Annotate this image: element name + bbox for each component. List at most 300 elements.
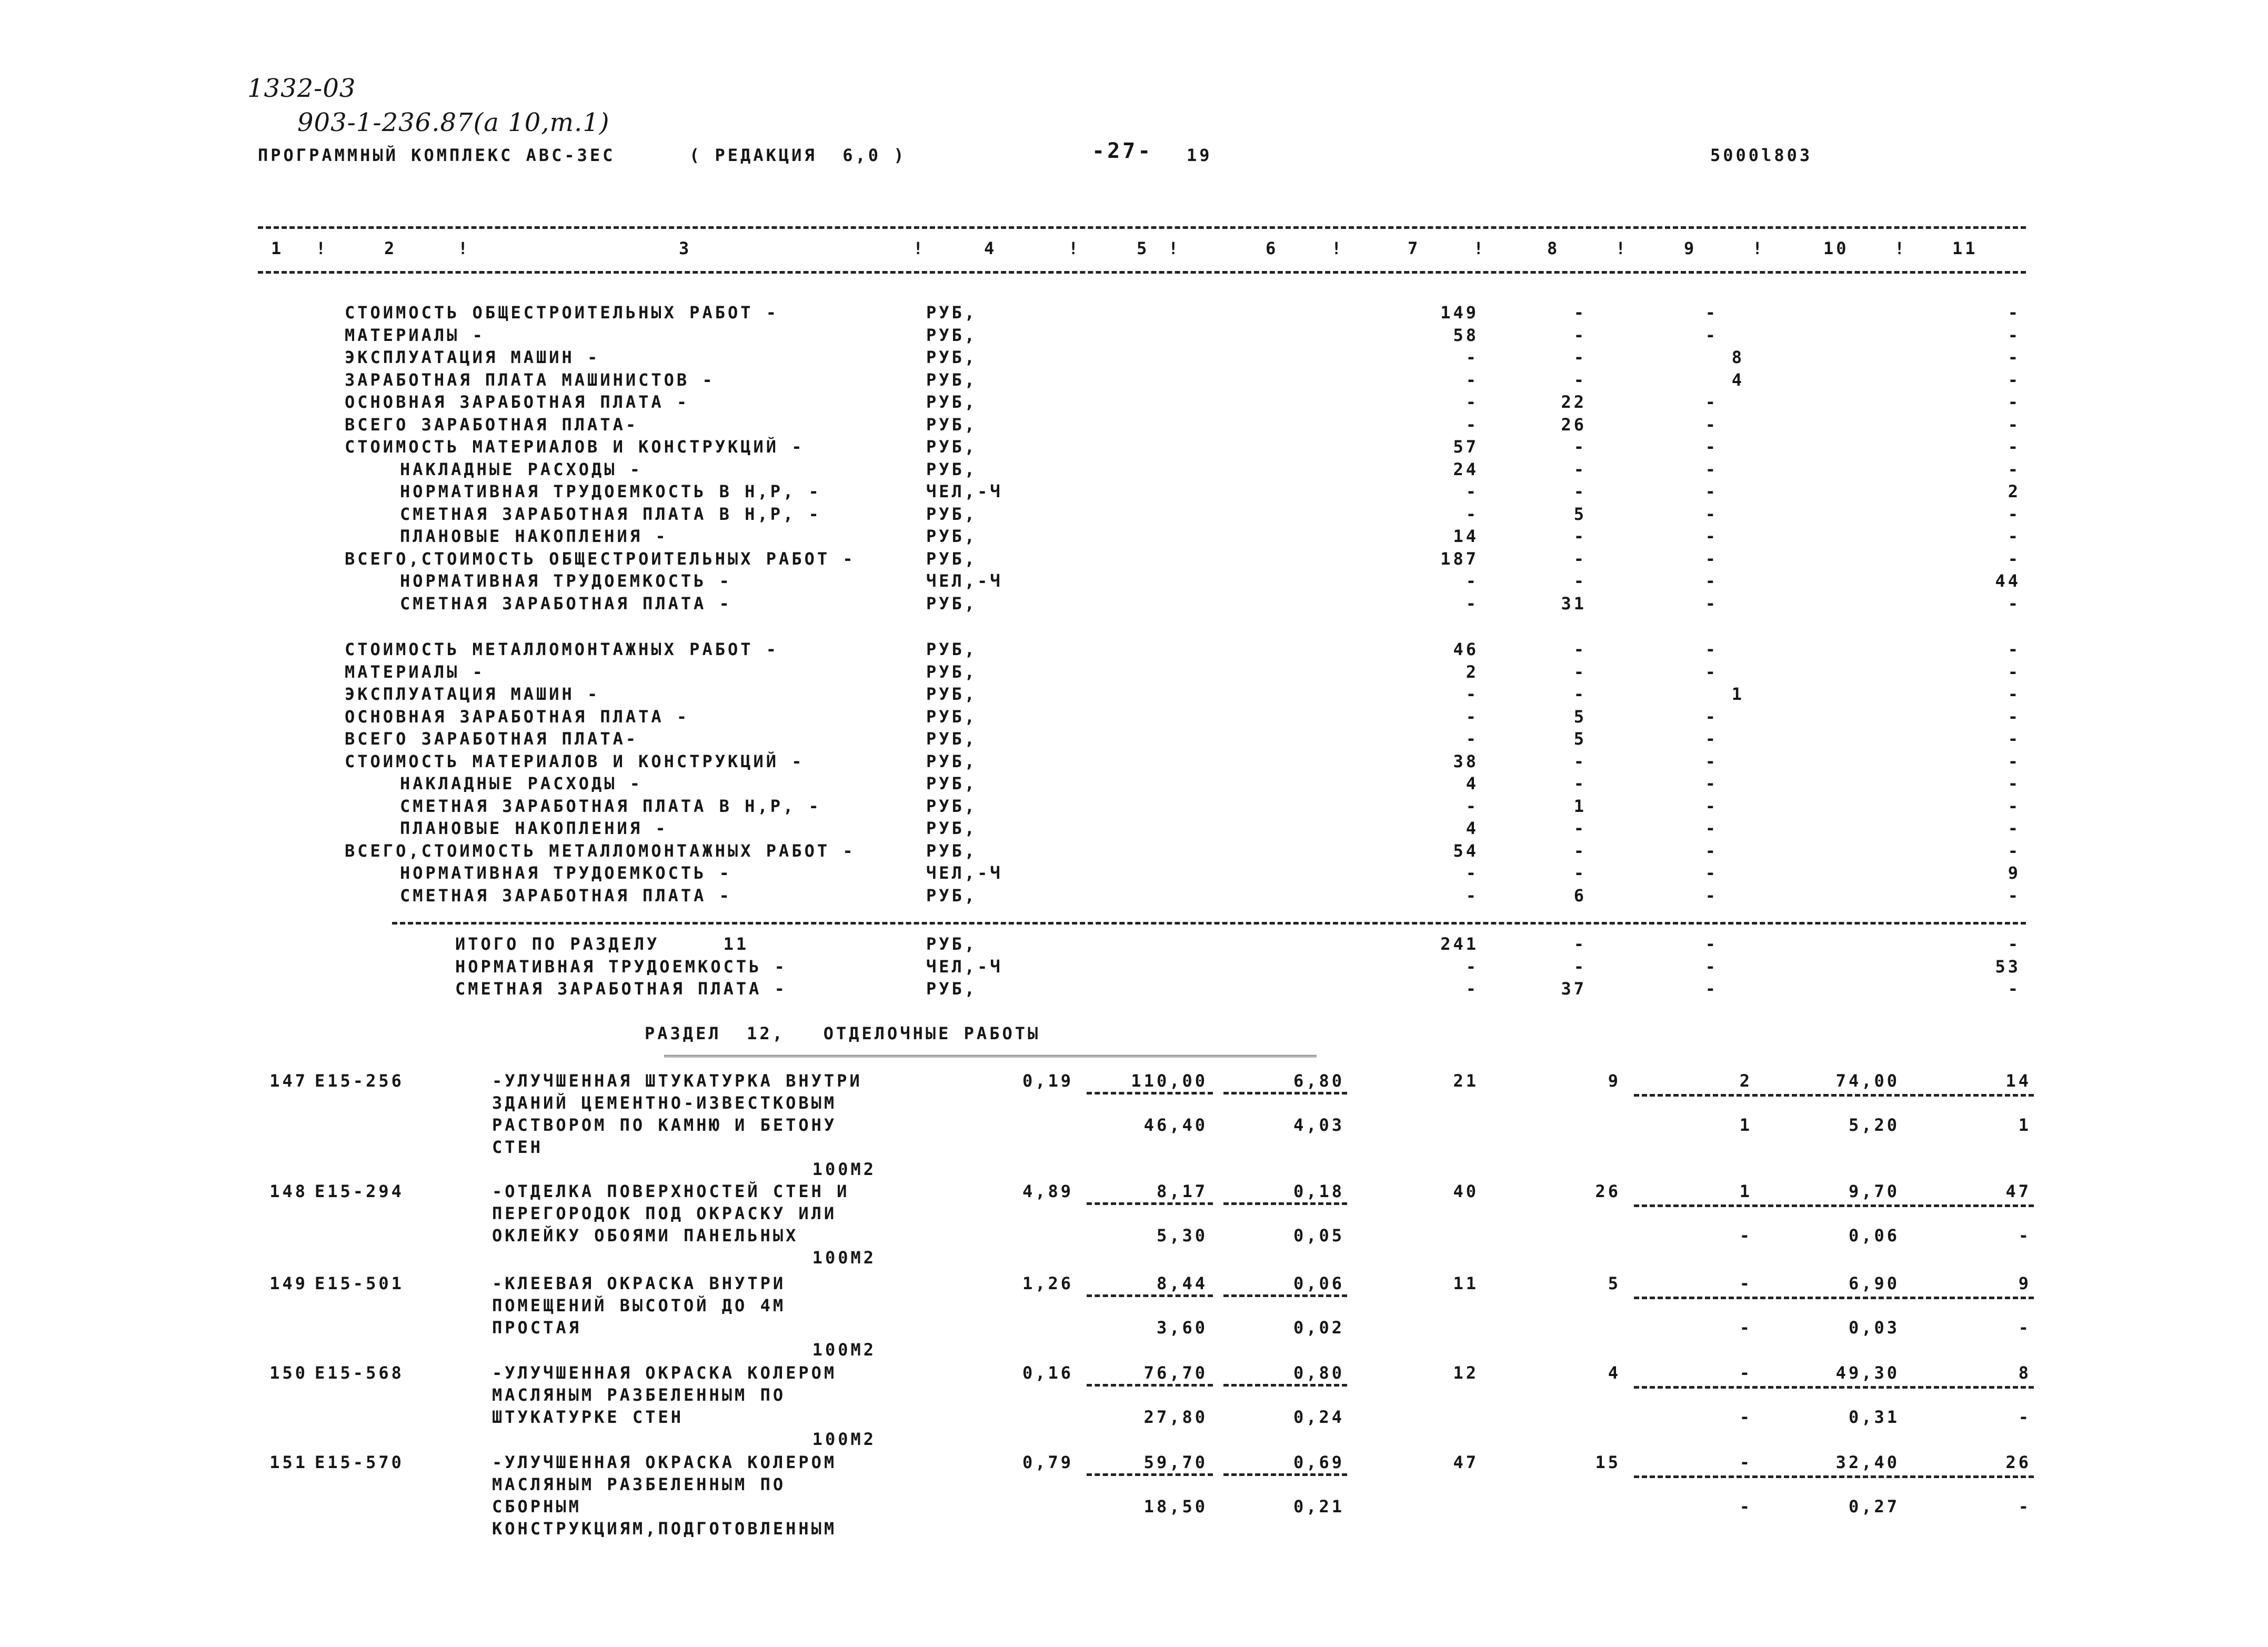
cell-col7: 38 bbox=[1453, 751, 1479, 771]
cell-col10-sub: 0,03 bbox=[1848, 1318, 1900, 1338]
edition-label: ( РЕДАКЦИЯ 6,0 ) bbox=[689, 145, 907, 165]
cell-col8: - bbox=[1573, 548, 1587, 569]
cell-col7: - bbox=[1466, 885, 1479, 906]
row-label: ОСНОВНАЯ ЗАРАБОТНАЯ ПЛАТА - bbox=[345, 392, 690, 412]
cell-col9: - bbox=[1705, 571, 1718, 591]
item-price: 59,70 bbox=[1143, 1452, 1208, 1472]
cell-col7: - bbox=[1466, 571, 1479, 591]
cell-col9: - bbox=[1705, 840, 1718, 861]
cell-col7: 241 bbox=[1440, 934, 1479, 954]
page-number: -27- bbox=[1092, 139, 1153, 163]
cell-col8: - bbox=[1573, 751, 1587, 771]
column-separator: ! bbox=[1615, 238, 1629, 258]
cell-col8: 5 bbox=[1573, 729, 1587, 749]
cell-col9: - bbox=[1705, 863, 1718, 883]
cell-col8: - bbox=[1573, 325, 1587, 345]
cell-col9-sub: - bbox=[1739, 1318, 1752, 1338]
item-description: ПЕРЕГОРОДОК ПОД ОКРАСКУ ИЛИ bbox=[492, 1203, 837, 1223]
item-number: 148 bbox=[269, 1181, 308, 1201]
column-separator: ! bbox=[1168, 238, 1181, 258]
row-unit: РУБ, bbox=[926, 325, 978, 345]
item-wage-col6: 0,24 bbox=[1293, 1407, 1344, 1427]
row-label: ЭКСПЛУАТАЦИЯ МАШИН - bbox=[345, 347, 600, 367]
cell-col9: - bbox=[1705, 459, 1718, 479]
item-unit: 100М2 bbox=[812, 1340, 876, 1360]
item-right-rule bbox=[1634, 1386, 2034, 1389]
cell-col10: 6,90 bbox=[1848, 1273, 1900, 1293]
item-code: Е15-256 bbox=[315, 1071, 404, 1091]
row-unit: РУБ, bbox=[926, 840, 978, 861]
item-description: -ОТДЕЛКА ПОВЕРХНОСТЕЙ СТЕН И bbox=[492, 1181, 850, 1201]
cell-col11: - bbox=[2008, 303, 2021, 323]
row-unit: РУБ, bbox=[926, 526, 978, 546]
column-separator: ! bbox=[316, 238, 329, 258]
column-number: 8 bbox=[1547, 238, 1560, 258]
item-description: ЗДАНИЙ ЦЕМЕНТНО-ИЗВЕСТКОВЫМ bbox=[492, 1093, 837, 1113]
cell-col11: - bbox=[2008, 661, 2021, 682]
row-label: НОРМАТИВНАЯ ТРУДОЕМКОСТЬ - bbox=[400, 863, 732, 883]
cell-col8: 6 bbox=[1573, 885, 1587, 906]
row-label: ВСЕГО ЗАРАБОТНАЯ ПЛАТА- bbox=[345, 414, 639, 435]
row-label: СМЕТНАЯ ЗАРАБОТНАЯ ПЛАТА - bbox=[455, 979, 787, 999]
item-unit: 100М2 bbox=[812, 1248, 876, 1268]
item-subtotal-rule bbox=[1087, 1202, 1213, 1205]
cell-col10-sub: 0,31 bbox=[1848, 1407, 1900, 1427]
cell-col8: - bbox=[1573, 774, 1587, 794]
item-wage-col6: 4,03 bbox=[1293, 1115, 1344, 1135]
cell-col9: - bbox=[1705, 706, 1718, 727]
row-unit: РУБ, bbox=[926, 347, 978, 367]
handwritten-sheet-number: 1332-03 bbox=[247, 74, 356, 103]
row-unit: РУБ, bbox=[926, 414, 978, 435]
row-unit: РУБ, bbox=[926, 979, 978, 999]
row-unit: РУБ, bbox=[926, 639, 978, 659]
cell-col8: 5 bbox=[1573, 504, 1587, 524]
cell-col11: - bbox=[2008, 684, 2021, 704]
cell-col7: 24 bbox=[1453, 459, 1479, 479]
cell-col9: - bbox=[1705, 481, 1718, 501]
row-unit: РУБ, bbox=[926, 369, 978, 390]
cell-col8: 4 bbox=[1608, 1363, 1621, 1383]
row-label: ВСЕГО,СТОИМОСТЬ МЕТАЛЛОМОНТАЖНЫХ РАБОТ - bbox=[345, 840, 856, 861]
cell-col8: - bbox=[1573, 369, 1587, 390]
column-number: 6 bbox=[1266, 238, 1279, 258]
cell-col8: 37 bbox=[1561, 979, 1587, 999]
item-price: 8,17 bbox=[1156, 1181, 1208, 1201]
column-number: 7 bbox=[1408, 238, 1421, 258]
cell-col11: - bbox=[2008, 548, 2021, 569]
cell-col7: 149 bbox=[1440, 303, 1479, 323]
cell-col7: - bbox=[1466, 796, 1479, 816]
cell-col7: - bbox=[1466, 347, 1479, 367]
cell-col7: - bbox=[1466, 369, 1479, 390]
row-label: ИТОГО ПО РАЗДЕЛУ 11 bbox=[455, 934, 749, 954]
column-separator: ! bbox=[913, 238, 926, 258]
cell-col10: 9,70 bbox=[1848, 1181, 1900, 1201]
item-number: 149 bbox=[269, 1273, 308, 1293]
section-title: РАЗДЕЛ 12, ОТДЕЛОЧНЫЕ РАБОТЫ bbox=[645, 1023, 1041, 1043]
cell-col11: - bbox=[2008, 459, 2021, 479]
document-code: 5000l803 bbox=[1710, 145, 1813, 165]
item-description: МАСЛЯНЫМ РАЗБЕЛЕННЫМ ПО bbox=[492, 1474, 786, 1494]
cell-col8: - bbox=[1573, 639, 1587, 659]
item-price-col6: 0,06 bbox=[1293, 1273, 1344, 1293]
cell-col7: - bbox=[1466, 729, 1479, 749]
item-subtotal-rule bbox=[1223, 1294, 1347, 1297]
cell-col9: - bbox=[1705, 593, 1718, 614]
cell-col9: - bbox=[1705, 639, 1718, 659]
cell-col9-sub: - bbox=[1739, 1407, 1752, 1427]
cell-col11: - bbox=[2008, 526, 2021, 546]
item-number: 151 bbox=[269, 1452, 308, 1472]
cell-col9: - bbox=[1705, 548, 1718, 569]
item-number: 147 bbox=[269, 1071, 308, 1091]
row-label: ВСЕГО,СТОИМОСТЬ ОБЩЕСТРОИТЕЛЬНЫХ РАБОТ - bbox=[345, 548, 856, 569]
cell-col8: - bbox=[1573, 481, 1587, 501]
cell-col9-sub: 1 bbox=[1739, 1115, 1752, 1135]
cell-col11: - bbox=[2008, 840, 2021, 861]
column-number: 5 bbox=[1137, 238, 1150, 258]
column-separator: ! bbox=[1752, 238, 1765, 258]
item-quantity: 0,16 bbox=[1022, 1363, 1073, 1383]
handwritten-project-reference: 903-1-236.87(а 10,т.1) bbox=[297, 108, 610, 137]
column-number: 10 bbox=[1823, 238, 1849, 258]
cell-col8: - bbox=[1573, 437, 1587, 457]
item-price: 76,70 bbox=[1143, 1363, 1208, 1383]
cell-col7: - bbox=[1466, 863, 1479, 883]
cell-col9-sub: - bbox=[1739, 1226, 1752, 1246]
row-unit: РУБ, bbox=[926, 774, 978, 794]
cell-col8: 26 bbox=[1595, 1181, 1621, 1201]
column-number: 9 bbox=[1684, 238, 1697, 258]
row-label: ОСНОВНАЯ ЗАРАБОТНАЯ ПЛАТА - bbox=[345, 706, 690, 727]
row-unit: РУБ, bbox=[926, 303, 978, 323]
row-label: СТОИМОСТЬ ОБЩЕСТРОИТЕЛЬНЫХ РАБОТ - bbox=[345, 303, 779, 323]
cell-col9: - bbox=[1705, 979, 1718, 999]
cell-col8: 31 bbox=[1561, 593, 1587, 614]
cell-col7: 54 bbox=[1453, 840, 1479, 861]
column-number: 3 bbox=[679, 238, 692, 258]
cell-col11: - bbox=[2008, 414, 2021, 435]
cell-col7: - bbox=[1466, 684, 1479, 704]
item-quantity: 0,19 bbox=[1022, 1071, 1073, 1091]
cell-col11: 2 bbox=[2008, 481, 2021, 501]
cell-col11: - bbox=[2008, 934, 2021, 954]
cell-col7: 4 bbox=[1466, 818, 1479, 838]
row-label: СМЕТНАЯ ЗАРАБОТНАЯ ПЛАТА - bbox=[400, 885, 732, 906]
item-wage-price: 3,60 bbox=[1156, 1318, 1208, 1338]
cell-col11: 8 bbox=[2018, 1363, 2031, 1383]
cell-col7: 14 bbox=[1453, 526, 1479, 546]
cell-col11: - bbox=[2008, 818, 2021, 838]
cell-col10-sub: 5,20 bbox=[1848, 1115, 1900, 1135]
item-description: ОКЛЕЙКУ ОБОЯМИ ПАНЕЛЬНЫХ bbox=[492, 1226, 799, 1246]
cell-col8: 15 bbox=[1595, 1452, 1621, 1472]
cell-col9: - bbox=[1705, 956, 1718, 977]
cell-col7: - bbox=[1466, 414, 1479, 435]
row-label: НАКЛАДНЫЕ РАСХОДЫ - bbox=[400, 774, 643, 794]
item-wage-col6: 0,02 bbox=[1293, 1318, 1344, 1338]
item-description: КОНСТРУКЦИЯМ,ПОДГОТОВЛЕННЫМ bbox=[492, 1519, 837, 1539]
item-right-rule bbox=[1634, 1204, 2034, 1207]
cell-col10-sub: 0,27 bbox=[1848, 1497, 1900, 1517]
cell-col8: 5 bbox=[1573, 706, 1587, 727]
item-quantity: 4,89 bbox=[1022, 1181, 1073, 1201]
cell-col11: 9 bbox=[2008, 863, 2021, 883]
cell-col9: - bbox=[1705, 796, 1718, 816]
row-unit: РУБ, bbox=[926, 459, 978, 479]
cell-col7: 2 bbox=[1466, 661, 1479, 682]
item-description: ПРОСТАЯ bbox=[492, 1318, 581, 1338]
row-unit: РУБ, bbox=[926, 885, 978, 906]
column-number: 2 bbox=[384, 238, 397, 258]
row-label: ЭКСПЛУАТАЦИЯ МАШИН - bbox=[345, 684, 600, 704]
row-unit: РУБ, bbox=[926, 796, 978, 816]
cell-col9: - bbox=[1705, 437, 1718, 457]
cell-col11: - bbox=[2008, 392, 2021, 412]
cell-col11-sub: 1 bbox=[2018, 1115, 2031, 1135]
cell-col9: - bbox=[1705, 934, 1718, 954]
column-number: 1 bbox=[271, 238, 284, 258]
row-label: СМЕТНАЯ ЗАРАБОТНАЯ ПЛАТА В Н,Р, - bbox=[400, 796, 821, 816]
row-label: СТОИМОСТЬ МАТЕРИАЛОВ И КОНСТРУКЦИЙ - bbox=[345, 751, 805, 771]
cell-col10: 1 bbox=[1731, 684, 1744, 704]
item-quantity: 1,26 bbox=[1022, 1273, 1073, 1293]
cell-col11: - bbox=[2008, 369, 2021, 390]
item-price-col6: 0,18 bbox=[1293, 1181, 1344, 1201]
cell-col11: - bbox=[2008, 729, 2021, 749]
item-description: СБОРНЫМ bbox=[492, 1497, 581, 1517]
cell-col9: 1 bbox=[1739, 1181, 1752, 1201]
row-unit: ЧЕЛ,-Ч bbox=[926, 481, 1003, 501]
cell-col7: - bbox=[1466, 392, 1479, 412]
cell-col8: - bbox=[1573, 571, 1587, 591]
row-label: МАТЕРИАЛЫ - bbox=[345, 661, 485, 682]
program-name: ПРОГРАММНЫЙ КОМПЛЕКС АВС-3ЕС bbox=[258, 145, 616, 165]
cell-col7: 58 bbox=[1453, 325, 1479, 345]
item-code: Е15-294 bbox=[315, 1181, 404, 1201]
cell-col7: - bbox=[1466, 504, 1479, 524]
cell-col11-sub: - bbox=[2018, 1226, 2031, 1246]
cell-col11-sub: - bbox=[2018, 1318, 2031, 1338]
row-unit: ЧЕЛ,-Ч bbox=[926, 571, 1003, 591]
cell-col8: - bbox=[1573, 840, 1587, 861]
cell-col11: 53 bbox=[1995, 956, 2021, 977]
item-subtotal-rule bbox=[1087, 1384, 1213, 1387]
row-unit: РУБ, bbox=[926, 548, 978, 569]
cell-col9: - bbox=[1705, 885, 1718, 906]
cell-col7: - bbox=[1466, 956, 1479, 977]
item-price-col6: 0,80 bbox=[1293, 1363, 1344, 1383]
section-underline bbox=[664, 1055, 1317, 1057]
row-unit: РУБ, bbox=[926, 684, 978, 704]
item-subtotal-rule bbox=[1087, 1294, 1213, 1297]
column-number: 4 bbox=[984, 238, 997, 258]
item-subtotal-rule bbox=[1223, 1202, 1347, 1205]
cell-col8: - bbox=[1573, 956, 1587, 977]
row-label: НОРМАТИВНАЯ ТРУДОЕМКОСТЬ В Н,Р, - bbox=[400, 481, 821, 501]
column-separator: ! bbox=[1894, 238, 1908, 258]
cell-col7: 47 bbox=[1453, 1452, 1479, 1472]
item-wage-col6: 0,21 bbox=[1293, 1497, 1344, 1517]
cell-col7: - bbox=[1466, 593, 1479, 614]
cell-col9: 2 bbox=[1739, 1071, 1752, 1091]
cell-col9: - bbox=[1705, 661, 1718, 682]
cell-col7: 11 bbox=[1453, 1273, 1479, 1293]
cell-col8: - bbox=[1573, 934, 1587, 954]
cell-col11: - bbox=[2008, 347, 2021, 367]
cell-col9: - bbox=[1705, 392, 1718, 412]
cell-col11: 47 bbox=[2005, 1181, 2031, 1201]
item-description: МАСЛЯНЫМ РАЗБЕЛЕННЫМ ПО bbox=[492, 1385, 786, 1405]
item-subtotal-rule bbox=[1223, 1092, 1347, 1094]
item-price-col6: 6,80 bbox=[1293, 1071, 1344, 1091]
row-unit: РУБ, bbox=[926, 706, 978, 727]
item-code: Е15-501 bbox=[315, 1273, 404, 1293]
item-number: 150 bbox=[269, 1363, 308, 1383]
cell-col11-sub: - bbox=[2018, 1497, 2031, 1517]
cell-col8: 5 bbox=[1608, 1273, 1621, 1293]
row-unit: РУБ, bbox=[926, 751, 978, 771]
item-description: РАСТВОРОМ ПО КАМНЮ И БЕТОНУ bbox=[492, 1115, 837, 1135]
item-wage-price: 5,30 bbox=[1156, 1226, 1208, 1246]
cell-col11: - bbox=[2008, 593, 2021, 614]
row-label: СМЕТНАЯ ЗАРАБОТНАЯ ПЛАТА - bbox=[400, 593, 732, 614]
cell-col8: - bbox=[1573, 303, 1587, 323]
cell-col11: - bbox=[2008, 774, 2021, 794]
item-right-rule bbox=[1634, 1475, 2034, 1478]
row-unit: РУБ, bbox=[926, 392, 978, 412]
row-unit: ЧЕЛ,-Ч bbox=[926, 956, 1003, 977]
row-label: СТОИМОСТЬ МАТЕРИАЛОВ И КОНСТРУКЦИЙ - bbox=[345, 437, 805, 457]
cell-col10: 8 bbox=[1731, 347, 1744, 367]
row-label: ПЛАНОВЫЕ НАКОПЛЕНИЯ - bbox=[400, 526, 668, 546]
item-price: 8,44 bbox=[1156, 1273, 1208, 1293]
cell-col11: - bbox=[2008, 639, 2021, 659]
cell-col8: - bbox=[1573, 526, 1587, 546]
column-separator: ! bbox=[1068, 238, 1081, 258]
cell-col11: 14 bbox=[2005, 1071, 2031, 1091]
item-right-rule bbox=[1634, 1094, 2034, 1097]
row-label: НОРМАТИВНАЯ ТРУДОЕМКОСТЬ - bbox=[455, 956, 787, 977]
cell-col9: - bbox=[1705, 526, 1718, 546]
cell-col11: 9 bbox=[2018, 1273, 2031, 1293]
item-description: -УЛУЧШЕННАЯ ОКРАСКА КОЛЕРОМ bbox=[492, 1363, 837, 1383]
item-subtotal-rule bbox=[1087, 1473, 1213, 1476]
item-description: -КЛЕЕВАЯ ОКРАСКА ВНУТРИ bbox=[492, 1273, 786, 1293]
item-right-rule bbox=[1634, 1297, 2034, 1299]
item-price-col6: 0,69 bbox=[1293, 1452, 1344, 1472]
cell-col9: - bbox=[1705, 414, 1718, 435]
cell-col8: 9 bbox=[1608, 1071, 1621, 1091]
cell-col10-sub: 0,06 bbox=[1848, 1226, 1900, 1246]
item-description: СТЕН bbox=[492, 1137, 544, 1157]
row-unit: РУБ, bbox=[926, 934, 978, 954]
cell-col9: - bbox=[1739, 1273, 1752, 1293]
cell-col11: - bbox=[2008, 325, 2021, 345]
column-separator: ! bbox=[1331, 238, 1344, 258]
cell-col10: 32,40 bbox=[1835, 1452, 1900, 1472]
cell-col11: - bbox=[2008, 504, 2021, 524]
item-unit: 100М2 bbox=[812, 1429, 876, 1449]
item-description: -УЛУЧШЕННАЯ ШТУКАТУРКА ВНУТРИ bbox=[492, 1071, 862, 1091]
totals-rule bbox=[392, 922, 2026, 925]
cell-col9: - bbox=[1739, 1363, 1752, 1383]
item-code: Е15-570 bbox=[315, 1452, 404, 1472]
cell-col9-sub: - bbox=[1739, 1497, 1752, 1517]
cell-col9: - bbox=[1705, 751, 1718, 771]
item-subtotal-rule bbox=[1087, 1092, 1213, 1094]
cell-col8: 22 bbox=[1561, 392, 1587, 412]
row-label: НАКЛАДНЫЕ РАСХОДЫ - bbox=[400, 459, 643, 479]
row-unit: РУБ, bbox=[926, 818, 978, 838]
column-separator: ! bbox=[1473, 238, 1487, 258]
item-wage-col6: 0,05 bbox=[1293, 1226, 1344, 1246]
cell-col11-sub: - bbox=[2018, 1407, 2031, 1427]
cell-col11: - bbox=[2008, 885, 2021, 906]
cell-col11: 26 bbox=[2005, 1452, 2031, 1472]
cell-col9: - bbox=[1705, 774, 1718, 794]
item-unit: 100М2 bbox=[812, 1159, 876, 1179]
cell-col11: - bbox=[2008, 979, 2021, 999]
column-separator: ! bbox=[458, 238, 471, 258]
cell-col7: - bbox=[1466, 706, 1479, 727]
row-unit: РУБ, bbox=[926, 437, 978, 457]
cell-col9: - bbox=[1705, 325, 1718, 345]
cell-col9: - bbox=[1739, 1452, 1752, 1472]
item-description: ПОМЕЩЕНИЙ ВЫСОТОЙ ДО 4М bbox=[492, 1295, 786, 1315]
item-code: Е15-568 bbox=[315, 1363, 404, 1383]
cell-col8: - bbox=[1573, 661, 1587, 682]
item-subtotal-rule bbox=[1223, 1473, 1347, 1476]
item-price: 110,00 bbox=[1131, 1071, 1208, 1091]
cell-col7: 21 bbox=[1453, 1071, 1479, 1091]
cell-col9: - bbox=[1705, 504, 1718, 524]
row-unit: РУБ, bbox=[926, 661, 978, 682]
cell-col7: 187 bbox=[1440, 548, 1479, 569]
cell-col10: 4 bbox=[1731, 369, 1744, 390]
page-counter: 19 bbox=[1187, 145, 1212, 165]
item-description: ШТУКАТУРКЕ СТЕН bbox=[492, 1407, 684, 1427]
cell-col8: - bbox=[1573, 347, 1587, 367]
row-unit: ЧЕЛ,-Ч bbox=[926, 863, 1003, 883]
item-wage-price: 27,80 bbox=[1143, 1407, 1208, 1427]
row-label: ЗАРАБОТНАЯ ПЛАТА МАШИНИСТОВ - bbox=[345, 369, 715, 390]
header-rule-top bbox=[258, 226, 2026, 229]
row-unit: РУБ, bbox=[926, 729, 978, 749]
item-description: -УЛУЧШЕННАЯ ОКРАСКА КОЛЕРОМ bbox=[492, 1452, 837, 1472]
cell-col11: - bbox=[2008, 437, 2021, 457]
cell-col11: 44 bbox=[1995, 571, 2021, 591]
cell-col11: - bbox=[2008, 751, 2021, 771]
cell-col9: - bbox=[1705, 303, 1718, 323]
cell-col9: - bbox=[1705, 818, 1718, 838]
cell-col7: 4 bbox=[1466, 774, 1479, 794]
cell-col8: - bbox=[1573, 863, 1587, 883]
row-label: МАТЕРИАЛЫ - bbox=[345, 325, 485, 345]
cell-col8: - bbox=[1573, 684, 1587, 704]
cell-col10: 49,30 bbox=[1835, 1363, 1900, 1383]
cell-col7: - bbox=[1466, 481, 1479, 501]
column-number: 11 bbox=[1952, 238, 1978, 258]
cell-col8: 1 bbox=[1573, 796, 1587, 816]
cell-col11: - bbox=[2008, 796, 2021, 816]
cell-col7: 12 bbox=[1453, 1363, 1479, 1383]
row-unit: РУБ, bbox=[926, 593, 978, 614]
cell-col10: 74,00 bbox=[1835, 1071, 1900, 1091]
cell-col8: - bbox=[1573, 459, 1587, 479]
cell-col11: - bbox=[2008, 706, 2021, 727]
